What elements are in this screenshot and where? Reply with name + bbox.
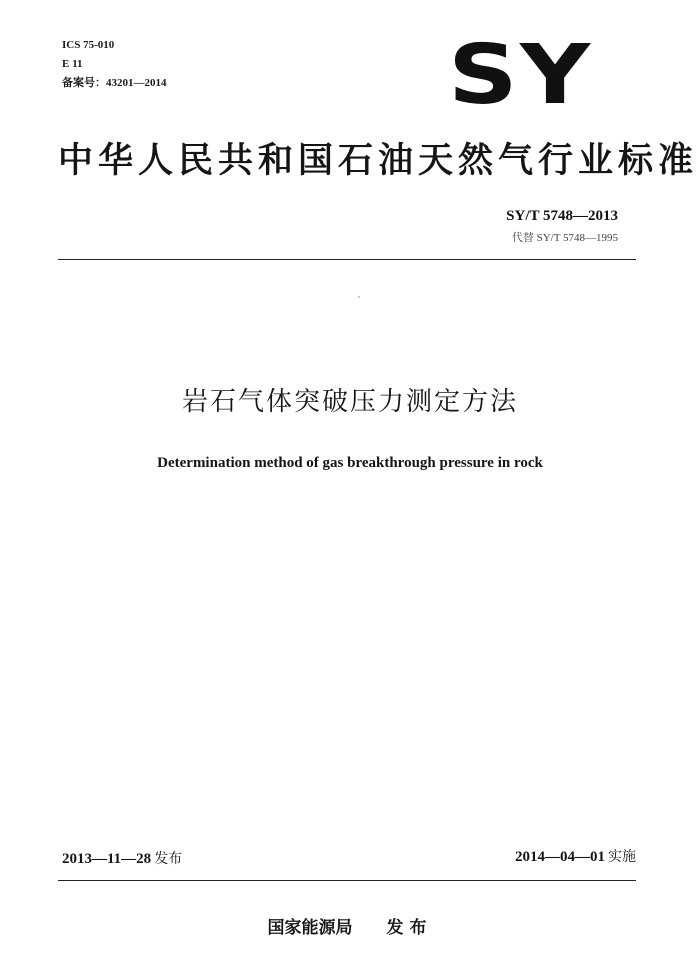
bottom-divider [58, 880, 636, 881]
issue-date-value: 2013—11—28 [62, 851, 152, 867]
scan-speck [358, 296, 360, 298]
classification-code: E 11 [62, 58, 83, 70]
issue-date [62, 848, 182, 870]
filing-number: 备案号：43201—2014 [62, 77, 167, 89]
issue-date-label: 发布 [154, 851, 183, 867]
standard-category-title: 中华人民共和国石油天然气行业标准 [58, 141, 699, 181]
top-divider [58, 259, 636, 260]
publisher-issue-word: 发布 [386, 918, 433, 938]
publisher-name: 国家能源局 [267, 918, 353, 938]
header-meta [62, 36, 167, 93]
replaces-code: 代替 SY/T 5748—1995 [511, 232, 618, 244]
document-title-english: Determination method of gas breakthrough pressure in rock [157, 455, 543, 471]
implementation-date [515, 846, 636, 868]
ics-code: ICS 75-010 [62, 39, 115, 51]
sy-logo: SY [448, 28, 593, 123]
document-title-chinese: 岩石气体突破压力测定方法 [181, 387, 518, 417]
implementation-date-label: 实施 [608, 849, 636, 865]
implementation-date-value: 2014—04—01 [515, 849, 605, 865]
standard-code-block [506, 206, 618, 246]
standard-code: SY/T 5748—2013 [506, 208, 618, 224]
publisher-line [0, 915, 700, 941]
